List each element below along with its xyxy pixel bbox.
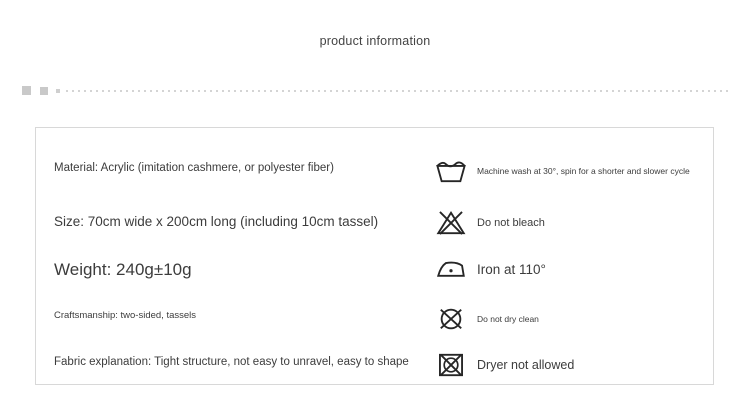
spec-text: Weight: 240g±10g [54,260,192,279]
care-label: Dryer not allowed [477,358,575,372]
care-label: Do not bleach [477,217,545,229]
spec-text: Size: 70cm wide x 200cm long (including 10cm tassel) [54,214,379,229]
decorative-divider [22,86,728,98]
list-item [434,208,545,238]
do-not-dry-clean-circle-icon [434,304,468,334]
list-item [54,260,192,280]
list-item [434,304,539,334]
spec-text: Craftsmanship: two-sided, tassels [54,310,197,321]
divider-square-1 [22,86,31,95]
care-label: Machine wash at 30°, spin for a shorter and slower cycle [477,166,690,176]
list-item [434,156,690,186]
list-item [54,310,196,321]
divider-square-3 [56,89,60,93]
page-title: product information [319,34,431,48]
list-item [54,356,409,368]
list-item [54,162,334,174]
list-item [54,214,378,229]
spec-text: Fabric explanation: Tight structure, not easy to unravel, easy to shape [54,356,409,368]
wash-tub-30-icon [434,156,468,186]
divider-dots [66,90,728,92]
specs-panel [35,127,714,385]
care-label: Iron at 110° [477,261,546,277]
spec-list [54,128,454,384]
care-label: Do not dry clean [477,314,539,324]
care-instruction-list [434,128,714,384]
iron-one-dot-icon [434,254,468,284]
spec-text: Material: Acrylic (imitation cashmere, or polyester fiber) [54,162,334,174]
do-not-bleach-triangle-icon [434,208,468,238]
no-tumble-dry-icon [434,350,468,380]
divider-square-2 [40,87,48,95]
list-item [434,254,546,284]
list-item [434,350,574,380]
